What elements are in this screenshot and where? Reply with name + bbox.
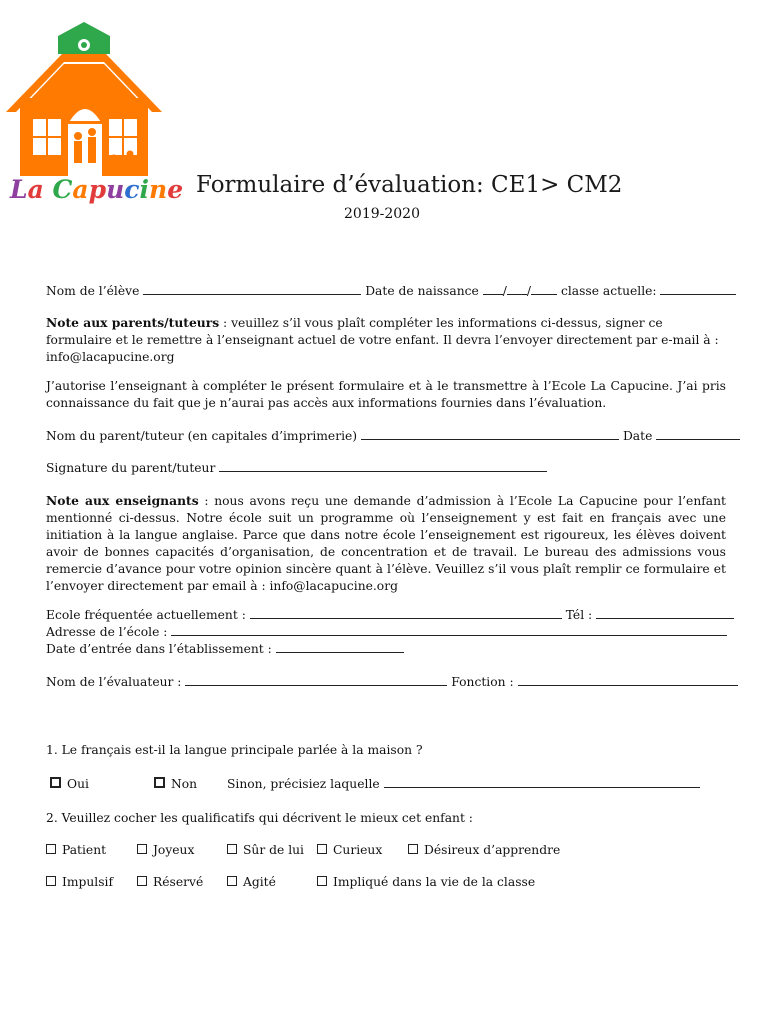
option-curieux[interactable] bbox=[317, 842, 382, 859]
option-sur-de-lui[interactable] bbox=[227, 842, 304, 859]
option-label: Agité bbox=[243, 875, 276, 889]
parents-note-text: : veuillez s’il vous plaît compléter les informations ci-dessus, signer ce formulaire et le remettre à l’enseignant actuel de votre enfant. Il devra l’envoyer directement par e-mail à : info@lacapucine.org bbox=[46, 316, 719, 364]
function-label: Fonction : bbox=[451, 675, 514, 689]
checkbox-icon[interactable] bbox=[154, 777, 165, 788]
dob-label: Date de naissance bbox=[365, 284, 479, 298]
date-field[interactable] bbox=[656, 428, 740, 440]
dob-month-field[interactable] bbox=[507, 283, 527, 295]
option-oui[interactable] bbox=[50, 776, 89, 793]
option-implique[interactable] bbox=[317, 874, 535, 891]
specify-language-field[interactable] bbox=[384, 776, 700, 788]
checkbox-icon[interactable] bbox=[317, 876, 327, 886]
option-label: Réservé bbox=[153, 875, 204, 889]
option-patient[interactable] bbox=[46, 842, 106, 859]
checkbox-icon[interactable] bbox=[227, 876, 237, 886]
option-non[interactable] bbox=[154, 776, 197, 793]
parent-name-label: Nom du parent/tuteur (en capitales d’imprimerie) bbox=[46, 429, 358, 443]
teachers-note bbox=[46, 492, 726, 595]
option-label: Impliqué dans la vie de la classe bbox=[333, 875, 536, 889]
class-label: classe actuelle: bbox=[560, 284, 657, 298]
parents-note-heading: Note aux parents/tuteurs bbox=[46, 315, 220, 330]
evaluator-line bbox=[46, 674, 726, 691]
current-school-field[interactable] bbox=[250, 607, 562, 619]
school-year: 2019-2020 bbox=[344, 206, 420, 222]
school-address-line bbox=[46, 624, 726, 641]
dob-year-field[interactable] bbox=[531, 283, 557, 295]
tel-label: Tél : bbox=[565, 608, 593, 622]
option-label: Joyeux bbox=[153, 843, 195, 857]
signature-line bbox=[46, 460, 726, 477]
student-name-field[interactable] bbox=[143, 283, 361, 295]
parents-note bbox=[46, 314, 726, 366]
tel-field[interactable] bbox=[596, 607, 734, 619]
option-label: Curieux bbox=[333, 843, 383, 857]
date-label: Date bbox=[622, 429, 653, 443]
option-label: Non bbox=[171, 777, 198, 791]
current-school-line bbox=[46, 607, 726, 624]
option-impulsif[interactable] bbox=[46, 874, 113, 891]
checkbox-icon[interactable] bbox=[227, 844, 237, 854]
entry-date-label: Date d’entrée dans l’établissement : bbox=[46, 642, 272, 656]
specify-language-label: Sinon, précisiez laquelle bbox=[227, 777, 380, 791]
checkbox-icon[interactable] bbox=[46, 844, 56, 854]
checkbox-icon[interactable] bbox=[137, 844, 147, 854]
checkbox-icon[interactable] bbox=[50, 777, 61, 788]
dob-separator: / bbox=[502, 284, 507, 298]
dob-separator: / bbox=[526, 284, 532, 298]
student-info-line bbox=[46, 283, 726, 300]
checkbox-icon[interactable] bbox=[137, 876, 147, 886]
signature-field[interactable] bbox=[219, 460, 547, 472]
option-reserve[interactable] bbox=[137, 874, 203, 891]
option-label: Oui bbox=[67, 777, 89, 791]
evaluator-name-field[interactable] bbox=[185, 674, 447, 686]
school-logo bbox=[6, 18, 184, 214]
school-address-label: Adresse de l’école : bbox=[46, 625, 168, 639]
school-address-field[interactable] bbox=[171, 624, 727, 636]
class-field[interactable] bbox=[660, 283, 736, 295]
option-label: Impulsif bbox=[62, 875, 114, 889]
parent-name-field[interactable] bbox=[361, 428, 619, 440]
form-title: Formulaire d’évaluation: CE1> CM2 bbox=[196, 172, 623, 198]
student-name-label: Nom de l’élève bbox=[46, 284, 140, 298]
current-school-label: Ecole fréquentée actuellement : bbox=[46, 608, 246, 622]
checkbox-icon[interactable] bbox=[408, 844, 418, 854]
option-label: Sûr de lui bbox=[243, 843, 304, 857]
option-label: Patient bbox=[62, 843, 107, 857]
parent-name-line bbox=[46, 428, 726, 445]
question-1: 1. Le français est-il la langue principale parlée à la maison ? bbox=[46, 743, 423, 757]
option-joyeux[interactable] bbox=[137, 842, 194, 859]
specify-language-line bbox=[227, 776, 700, 793]
teachers-note-text: : nous avons reçu une demande d’admission à l’Ecole La Capucine pour l’enfant mentionné ci-dessus. Notre école suit un programme où l’enseignement y est fait en français avec une initiation à la langue anglaise. Parce que dans notre école l’enseignement est rigoureux, les élèves doivent avoir de bonnes capacités d’organisation, de concentration et de travail. Le bureau des admissions vous remercie d’avance pour votre opinion sincère quant à l’élève. Veuillez s’il vous plaît remplir ce formulaire et l’envoyer directement par email à : info@lacapucine.org bbox=[46, 494, 726, 593]
dob-day-field[interactable] bbox=[483, 283, 503, 295]
logo-text: La Capucine bbox=[10, 175, 184, 204]
checkbox-icon[interactable] bbox=[317, 844, 327, 854]
option-label: Désireux d’apprendre bbox=[424, 843, 561, 857]
logo-roof-cap bbox=[58, 22, 110, 36]
question-2: 2. Veuillez cocher les qualificatifs qui décrivent le mieux cet enfant : bbox=[46, 811, 473, 825]
evaluator-name-label: Nom de l’évaluateur : bbox=[46, 675, 182, 689]
option-desireux[interactable] bbox=[408, 842, 560, 859]
entry-date-line bbox=[46, 641, 726, 658]
teachers-note-heading: Note aux enseignants bbox=[46, 493, 199, 508]
function-field[interactable] bbox=[518, 674, 738, 686]
signature-label: Signature du parent/tuteur bbox=[46, 461, 216, 475]
checkbox-icon[interactable] bbox=[46, 876, 56, 886]
entry-date-field[interactable] bbox=[276, 641, 404, 653]
authorization-text: J’autorise l’enseignant à compléter le présent formulaire et à le transmettre à l’Ecole La Capucine. J’ai pris connaissance du fait que je n’aurai pas accès aux informations fournies dans l’évaluation. bbox=[46, 379, 726, 410]
option-agite[interactable] bbox=[227, 874, 276, 891]
